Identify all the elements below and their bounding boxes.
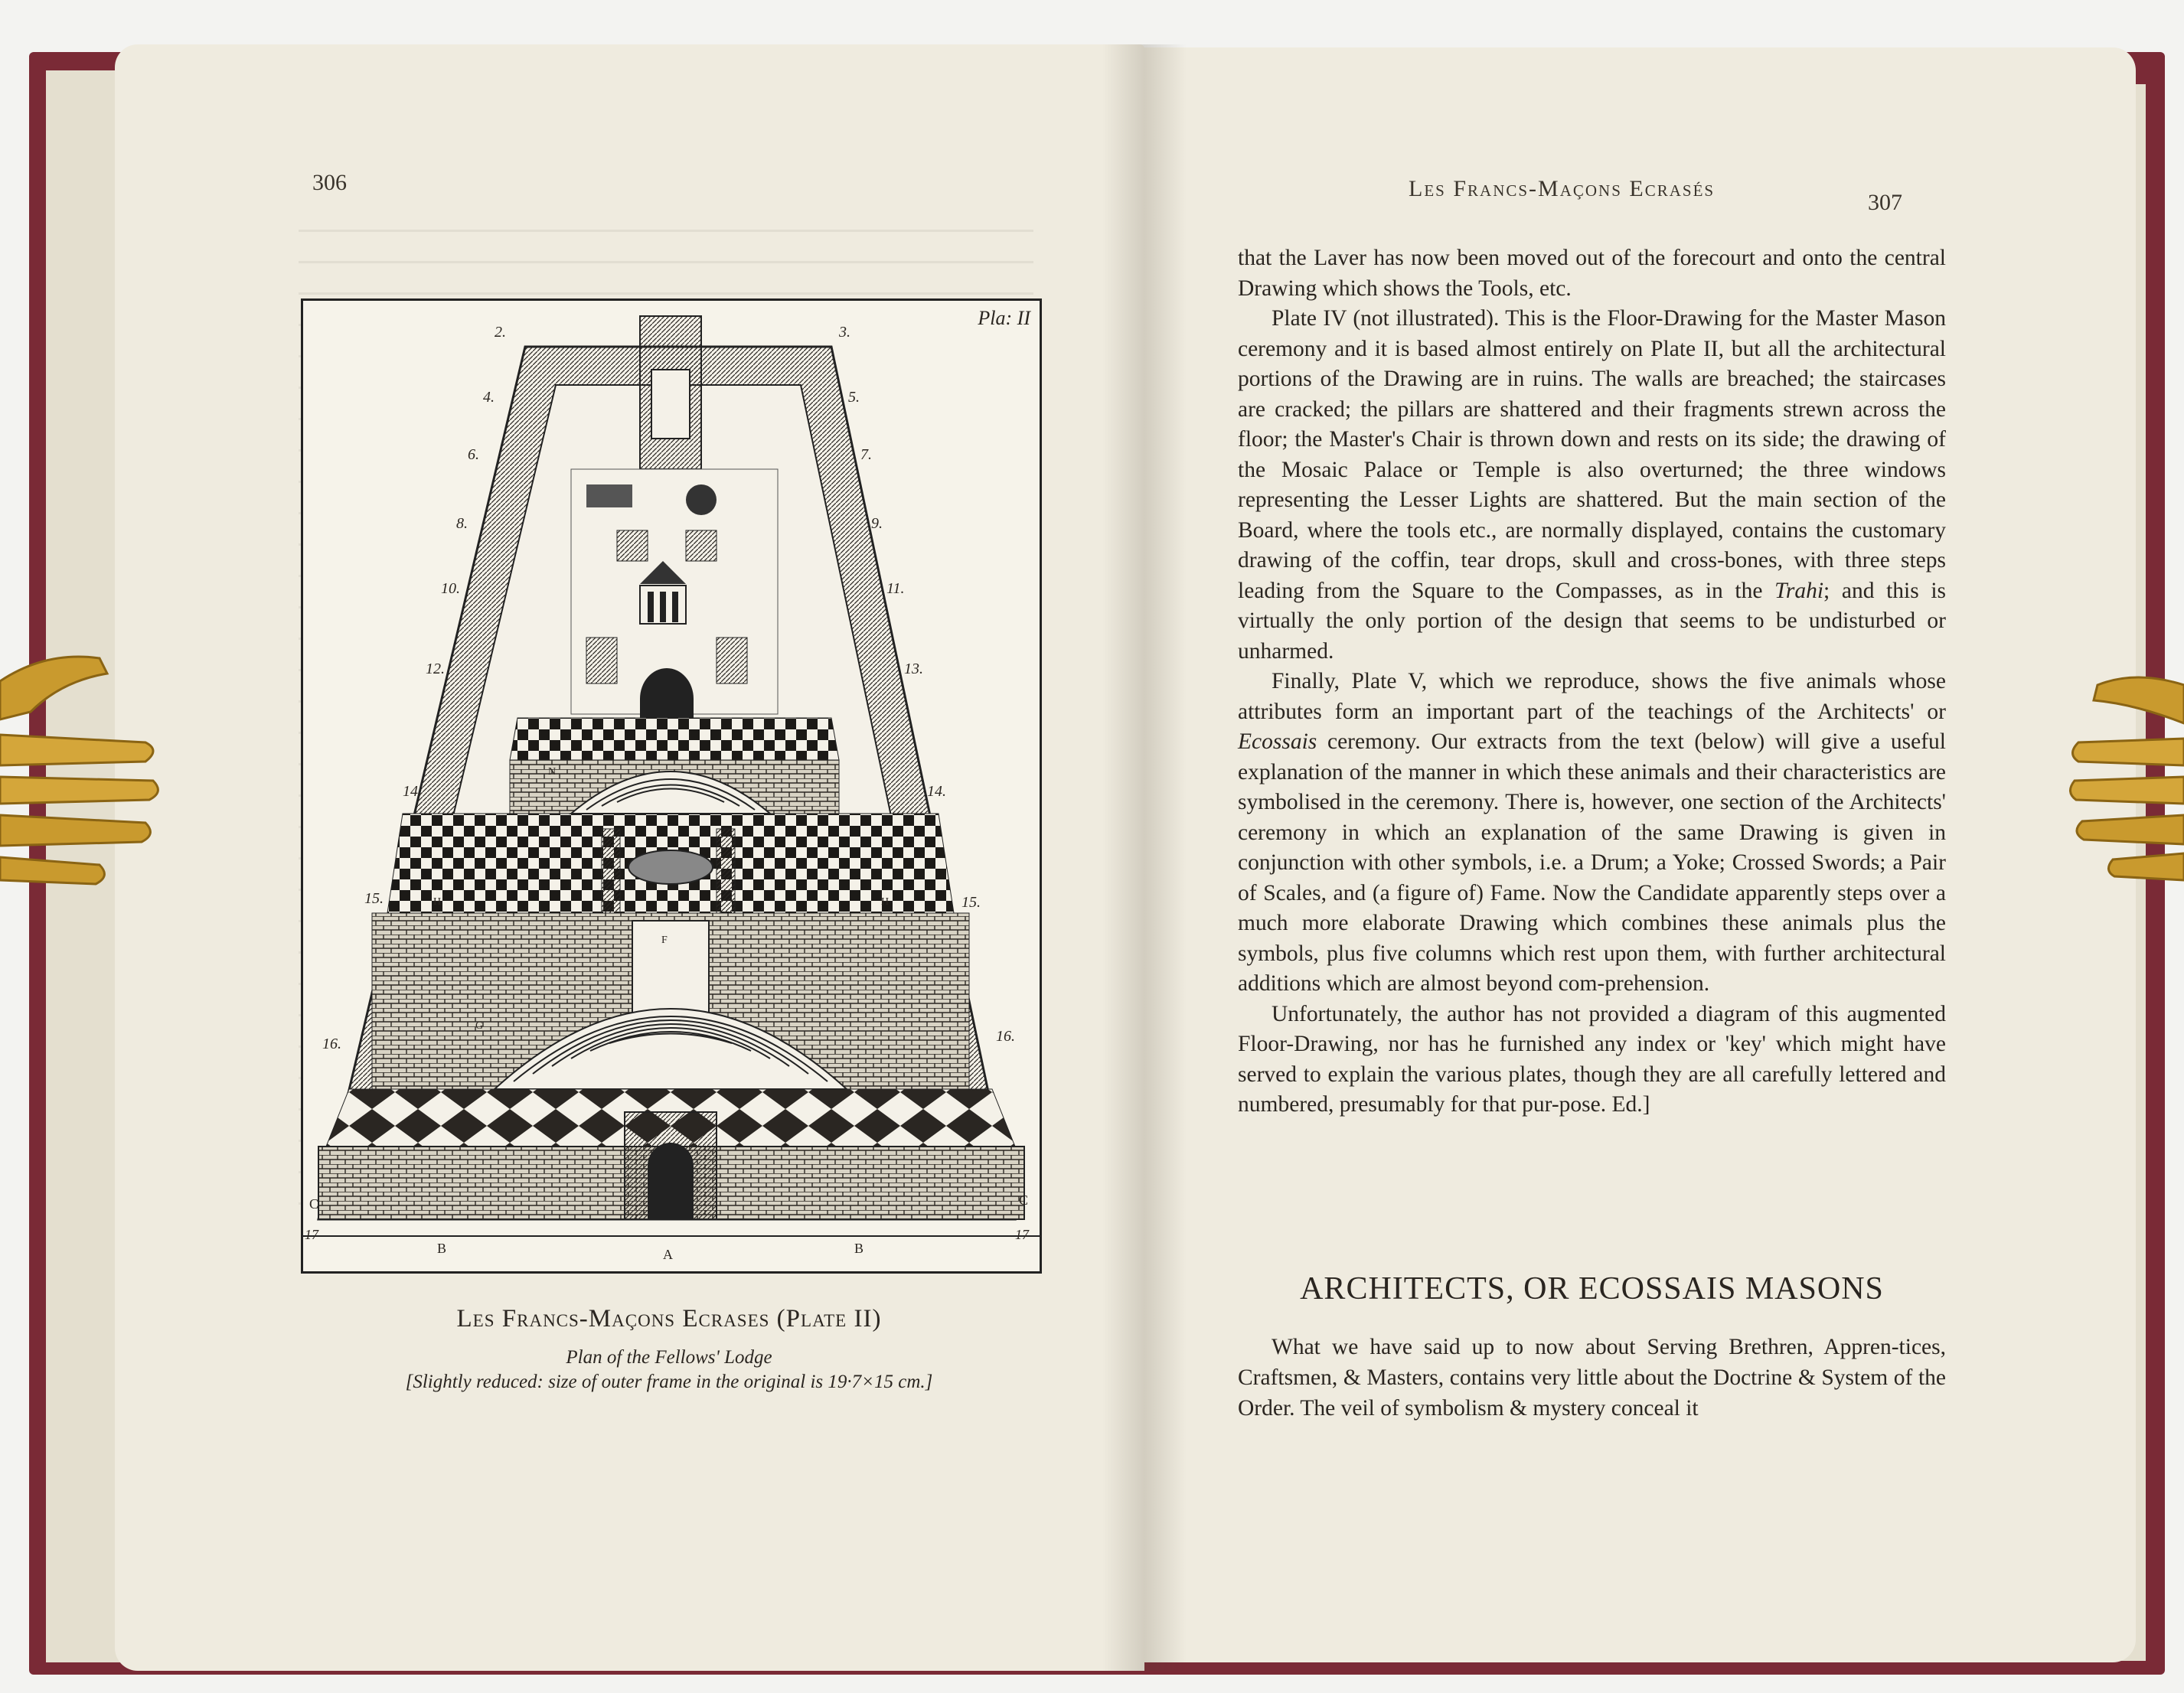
plate-label-right-3: 9. [871,515,883,532]
plate-label-left-8: 16. [322,1036,341,1052]
paragraph-1: that the Laver has now been moved out of the forecourt and onto the central Drawing which shows the Tools, etc. [1238,246,1946,301]
plate-label-right-0: 3. [839,324,850,341]
plate-label-bottom-1: A [663,1247,673,1262]
plate-label-left-4: 10. [441,580,460,597]
paragraph-3-text: Finally, Plate V, which we reproduce, shows the five animals whose attributes form an important part of the teachings of the Architects' or [1238,669,1946,724]
plate-label-right-2: 7. [860,446,872,463]
plate-label-left-1: 4. [483,389,495,406]
plate-caption-subtitle: Plan of the Fellows' Lodge [566,1347,772,1368]
plate-label-left-6: 14. [403,783,422,800]
plate-label-left-3: 8. [456,515,468,532]
plate-label-inner-1: H [881,896,890,908]
plate-label-left-2: 6. [468,446,479,463]
plate-illustration [301,298,1042,1274]
plate-label-left-10: 17 [305,1227,318,1242]
paragraph-2 [1238,304,1946,667]
plate-label-right-9: C [1019,1192,1029,1208]
plate-label-right-4: 11. [886,580,905,597]
paragraph-3-tail: ceremony. Our extracts from the text (below) will give a useful explanation of the manner in which these animals and their characteristics are symbolised in the ceremony. There is, however, one section of the Architects' ceremony in which an explanation of the same Drawing is given in conjunction with other symbols, i.e. a Drum; a Yoke; Crossed Swords; a Pair of Scales, and (a figure of) Fame. Now the Candidate apparently steps over a much more elaborate Drawing which combines these animals plus the symbols, plus five columns which rest upon them, with further architectural additions which are almost beyond com-prehension. [1238,729,1946,996]
plate-label-left-5: 12. [426,661,445,677]
plate-caption-title: Les Francs-Maçons Ecrases (Plate II) [456,1305,882,1333]
paragraph-3 [1238,667,1946,1000]
plate-label-bottom-2: B [854,1241,864,1256]
plate-label-inner-3: G [475,1020,484,1032]
page-number-right: 307 [1868,190,1902,215]
paragraph-3-italic: Ecossais [1238,729,1317,754]
plate-label-right-5: 13. [904,661,923,677]
body-text [1238,243,1946,1121]
section-text: What we have said up to now about Serving Brethren, Appren-tices, Craftsmen, & Masters, contains very little about the Doctrine & System of the Order. The veil of symbolism & mystery conceal it [1238,1335,1946,1421]
plate-label-right-8: 16. [996,1028,1015,1045]
running-head: Les Francs-Maçons Ecrasés [1409,176,1716,201]
plate-label-left-9: C [309,1196,319,1212]
plate-label-inner-0: H [433,896,442,908]
plate-label-right-7: 15. [961,894,981,911]
paragraph-2-italic: Trahi [1774,578,1824,603]
paragraph-2-text: Plate IV (not illustrated). This is the Floor-Drawing for the Master Mason ceremony and it is based almost entirely on Plate II, but all the architectural portions of the Drawing are in ruins. The walls are breached; the staircases are cracked; the pillars are shattered and their fragments strewn across the floor; the Master's Chair is thrown down and rests on its side; the drawing of the Mosaic Palace or Temple is also overturned; the three windows representing the Lesser Lights are shattered. But the main section of the Board, where the tools etc., are normally displayed, contains the customary drawing of the coffin, tear drops, skull and cross-bones, with three steps leading from the Square to the Compasses, as in the [1238,306,1946,603]
plate-label-right-10: 17 [1015,1227,1029,1242]
book-gutter [1102,44,1187,1671]
plate-label-inner-4: N [548,766,557,778]
brass-page-holder-left [0,651,161,903]
page-number-left: 306 [312,170,347,195]
plate-label-right-6: 14. [927,783,946,800]
paragraph-2-tail: ; and this is virtually the only portion of the design that seems to be undisturbed or unharmed. [1238,578,1946,664]
paragraph-4: Unfortunately, the author has not provided a diagram of this augmented Floor-Drawing, nor has he furnished any index or 'key' which might have served to explain the various plates, though they are all carefully lettered and numbered, presumably for that pur-pose. Ed.] [1238,1001,1946,1117]
plate-label-inner-2: F [661,935,668,946]
plate-label-right-1: 5. [848,389,860,406]
plate-caption-note: [Slightly reduced: size of outer frame in the original is 19·7×15 cm.] [405,1372,933,1392]
plate-label-left-7: 15. [364,890,384,907]
section-heading: ARCHITECTS, OR ECOSSAIS MASONS [1300,1271,1884,1306]
brass-page-holder-right [2067,670,2184,899]
plate-label-left-0: 2. [495,324,506,341]
plate-label-bottom-0: B [437,1241,447,1256]
plate-corner-label: Pla: II [978,307,1030,329]
